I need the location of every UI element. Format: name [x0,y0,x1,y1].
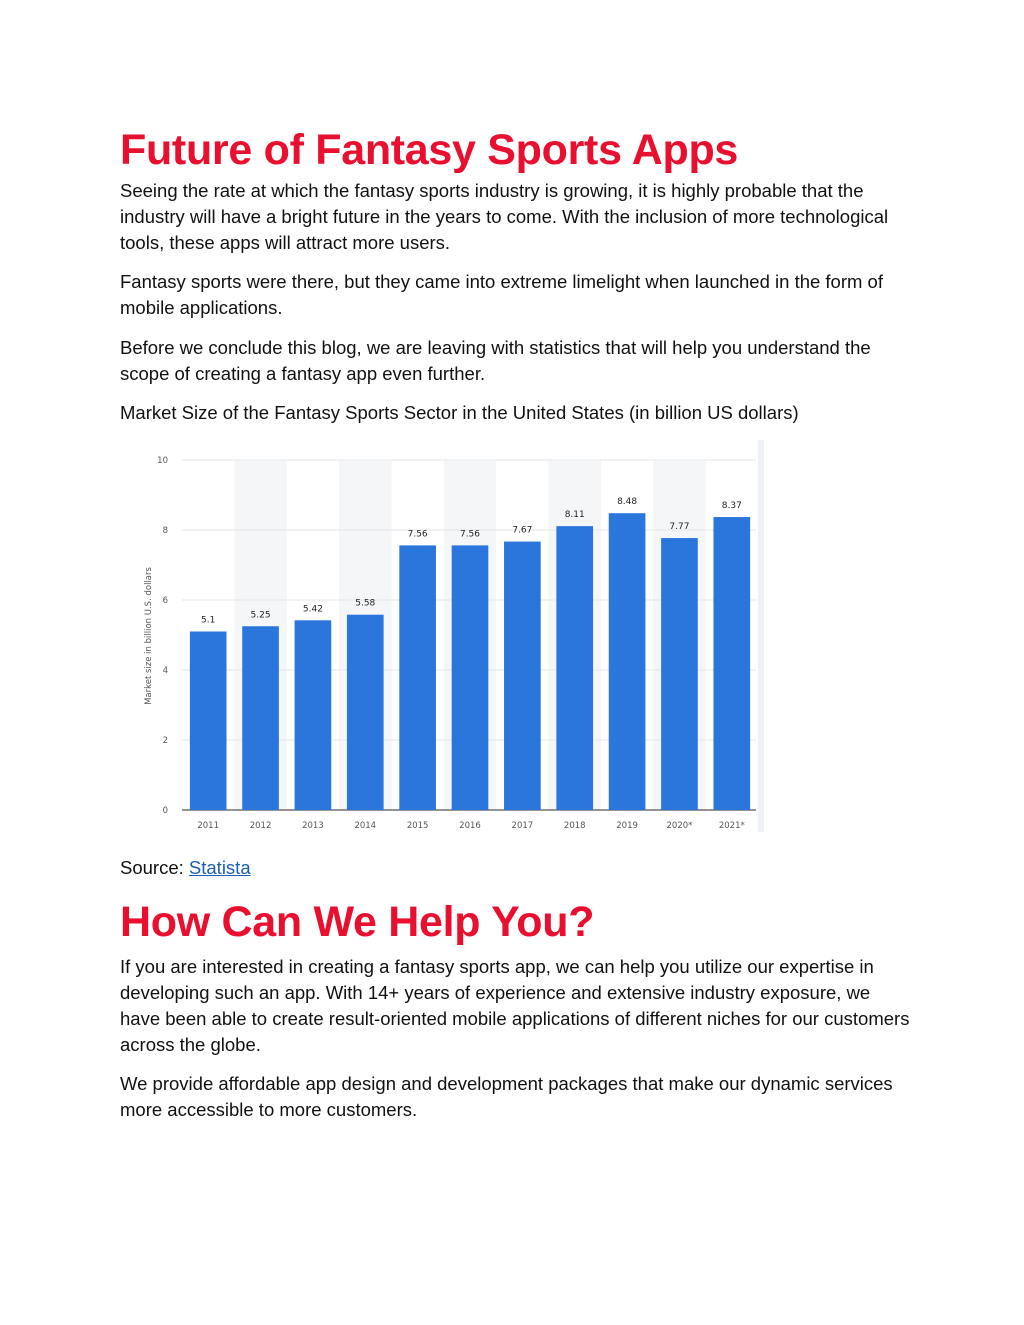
chart-value-label: 8.11 [564,510,585,521]
chart-value-label: 7.77 [669,522,690,533]
paragraph-expertise: If you are interested in creating a fantasy sports app, we can help you utilize our expertise in developing such an app. With 14+ years of experience and extensive industry exposure, we have been able to create result-oriented mobile applications of different niches for our customers across the globe. [120,956,910,1055]
statista-link[interactable]: Statista [188,857,251,878]
chart-y-tick-label: 10 [157,456,168,466]
chart-caption: Market Size of the Fantasy Sports Sector in the United States (in billion US dollars) [120,402,799,423]
chart-x-tick-label: 2020* [666,821,693,831]
chart-x-tick-label: 2021* [718,821,745,831]
chart-bar-2011 [190,632,227,811]
chart-y-tick-label: 4 [162,666,168,676]
paragraph-packages: We provide affordable app design and development packages that make our dynamic services more accessible to more customers. [120,1073,893,1120]
chart-value-label: 7.56 [459,529,481,540]
paragraph-limelight: Fantasy sports were there, but they came into extreme limelight when launched in the form of mobile applications. [120,271,883,318]
chart-x-tick-label: 2011 [197,821,220,831]
chart-value-label: 8.37 [721,501,742,512]
chart-y-axis-label: Market size in billion U.S. dollars [144,567,154,705]
chart-bar-2020 [661,538,698,810]
chart-bar-2017 [504,542,541,810]
paragraph-conclusion: Before we conclude this blog, we are leaving with statistics that will help you understand the scope of creating a fantasy app even further. [120,337,871,384]
chart-value-label: 5.25 [250,610,271,621]
chart-right-edge [758,440,764,832]
chart-y-tick-label: 8 [162,526,168,536]
chart-value-label: 5.1 [201,615,216,626]
heading-how-can-we-help-you: How Can We Help You? [120,898,595,946]
chart-y-tick-label: 0 [162,806,168,816]
chart-x-tick-label: 2015 [406,821,429,831]
chart-x-tick-label: 2017 [511,821,534,831]
chart-value-label: 8.48 [617,497,638,508]
chart-value-label: 5.58 [355,598,376,609]
chart-y-tick-label: 2 [162,736,168,746]
market-size-chart [130,440,764,832]
bar-chart-svg [130,440,764,832]
chart-bar-2016 [452,545,489,810]
chart-x-tick-label: 2018 [563,821,586,831]
chart-y-tick-label: 6 [162,596,168,606]
chart-bar-2019 [609,513,646,810]
chart-value-label: 5.42 [302,604,323,615]
chart-x-tick-label: 2013 [302,821,324,831]
chart-bar-2013 [295,620,332,810]
chart-bar-2014 [347,615,384,810]
chart-bar-2021 [713,517,750,810]
heading-future-of-fantasy-sports-apps: Future of Fantasy Sports Apps [120,126,739,174]
paragraph-growth: Seeing the rate at which the fantasy sports industry is growing, it is highly probable that the industry will have a bright future in the years to come. With the inclusion of more technological tools, these apps will attract more users. [120,180,889,253]
chart-value-label: 7.67 [512,525,533,536]
chart-value-label: 7.56 [407,529,428,540]
chart-x-tick-label: 2014 [354,821,377,831]
source-label: Source: [120,857,184,878]
chart-bar-2015 [399,545,436,810]
chart-x-tick-label: 2019 [616,821,638,831]
chart-x-tick-label: 2016 [459,821,481,831]
chart-bar-2012 [242,626,279,810]
chart-bar-2018 [556,526,593,810]
chart-x-tick-label: 2012 [249,821,272,831]
source-line [120,855,251,881]
